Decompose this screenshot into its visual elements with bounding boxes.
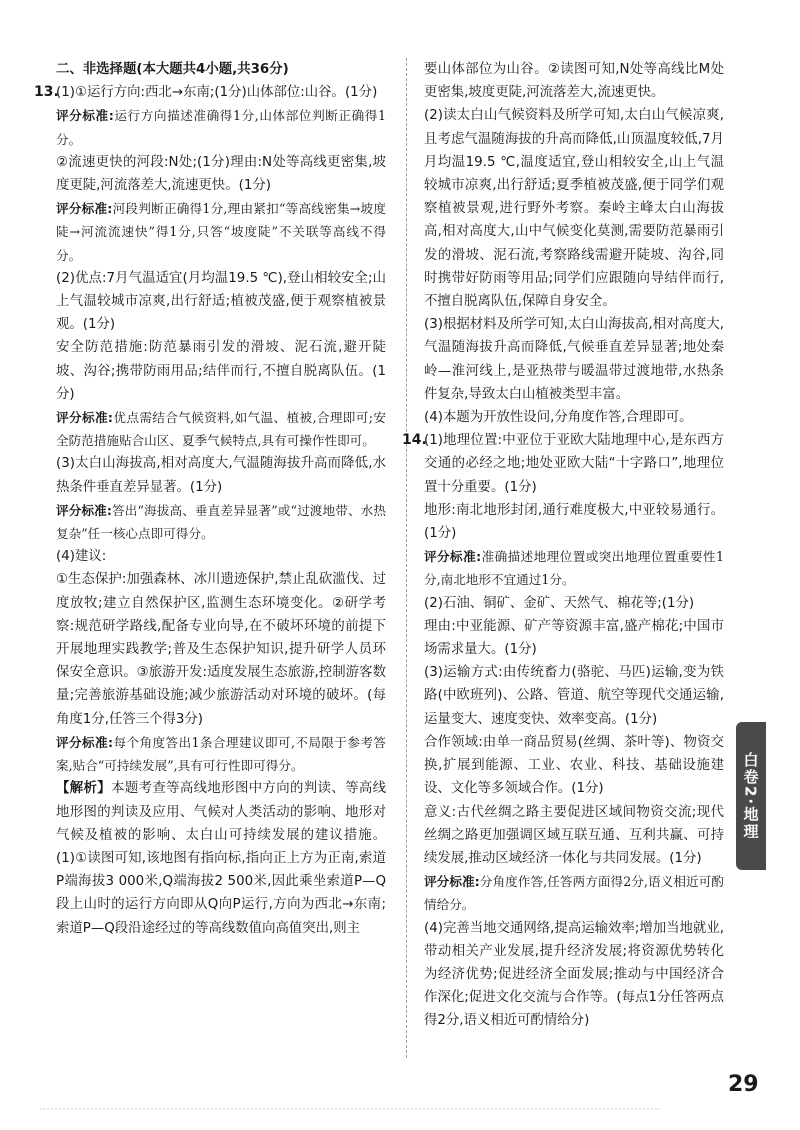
scoring-standard-text: 优点需结合气候资料,如气温、植被,合理即可;安全防范措施贴合山区、夏季气候特点,具有可操作性即可。: [56, 410, 386, 449]
footer-dotted-rule: [40, 1104, 660, 1110]
answer-paragraph: (1)地理位置:中亚位于亚欧大陆地理中心,是东西方交通的必经之地;地处亚欧大陆“十字路口”,地理位置十分重要。(1分): [424, 433, 724, 495]
scoring-standard-text: 答出“海拔高、垂直差异显著”或“过渡地带、水热复杂”任一核心点即可得分。: [56, 502, 386, 542]
question-13-answer-right: [424, 58, 724, 429]
section-title: 二、非选择题(本大题共4小题,共36分): [56, 62, 289, 77]
answer-paragraph: (2)优点:7月气温适宜(月均温19.5 ℃),登山相较安全;山上气温较城市凉爽,出行舒适;植被茂盛,便于观察植被景观。(1分): [56, 270, 386, 333]
answer-paragraph: (4)建议:: [56, 549, 107, 565]
answer-paragraph: ①生态保护:加强森林、冰川遗迹保护,禁止乱砍滥伐、过度放牧;建立自然保护区,监测生态环境变化。②研学考察:规范研学路线,配备专业向导,在不破坏环境的前提下开展地理实践教学;普及生态保护知识,提升研学人员环保安全意识。③旅游开发:适度发展生态旅游,控制游客数量;完善旅游基础设施;减少旅游活动对环境的破坏。(每角度1分,任答三个得3分): [56, 572, 386, 727]
scoring-standard: [56, 731, 386, 777]
column-divider: [406, 58, 408, 1058]
answer-paragraph: (3)运输方式:由传统畜力(骆驼、马匹)运输,变为铁路(中欧班列)、公路、管道、航空等现代交通运输,运量变大、速度变快、效率变高。(1分): [424, 665, 724, 727]
scoring-standard: [56, 104, 386, 150]
question-number: 13.: [34, 84, 59, 101]
scoring-standard-text: 运行方向描述准确得1分,山体部位判断正确得1分。: [56, 108, 386, 147]
scoring-standard-text: 河段判断正确得1分,理由紧扣“等高线密集→坡度陡→河流流速快”得1分,只答“坡度陡”不关联等高线不得分。: [56, 201, 386, 263]
scoring-standard: [424, 545, 724, 591]
answer-paragraph: 合作领域:由单一商品贸易(丝绸、茶叶等)、物资交换,扩展到能源、工业、农业、科技、基础设施建设、文化等多领域合作。(1分): [424, 734, 724, 797]
analysis-label: 【解析】: [56, 781, 112, 797]
answer-paragraph: (4)本题为开放性设问,分角度作答,合理即可。: [424, 410, 693, 426]
scoring-standard-label: 评分标准:: [56, 410, 113, 426]
question-13: [34, 81, 386, 940]
answer-paragraph: (3)根据材料及所学可知,太白山海拔高,相对高度大,气温随海拔升高而降低,气候垂直差异显著;地处秦岭—淮河线上,是亚热带与暖温带过渡地带,水热条件复杂,导致太白山植被类型丰富。: [424, 317, 724, 402]
answer-paragraph: ②流速更快的河段:N处;(1分)理由:N处等高线更密集,坡度更陡,河流落差大,流速更快。(1分): [56, 154, 386, 194]
answer-paragraph: (2)读太白山气候资料及所学可知,太白山气候凉爽,且考虑气温随海拔的升高而降低,山顶温度较低,7月月均温19.5 ℃,温度适宜,登山相较安全,山上气温较城市凉爽,出行舒适;夏季植被茂盛,便于同学们观察植被景观,进行野外考察。秦岭主峰太白山海拔高,相对高度大,山中气候变化莫测,需要防范暴雨引发的滑坡、泥石流,考察路线需避开陡坡、沟谷,同时携带好防雨等用品;同学们应跟随向导结伴而行,不擅自脱离队伍,保障自身安全。: [424, 108, 724, 310]
answer-paragraph: (4)完善当地交通网络,提高运输效率;增加当地就业,带动相关产业发展,提升经济发展;将资源优势转化为经济优势;促进经济全面发展;推动与中国经济合作深化;促进文化交流与合作等。(每点1分任答两点得2分,语义相近可酌情给分): [424, 920, 724, 1029]
analysis-text: 本题考查等高线地形图中方向的判读、等高线地形图的判读及应用、气候对人类活动的影响、地形对气候及植被的影响、太白山可持续发展的建议措施。(1)①读图可知,该地图有指向标,指向正上方为正南,索道P端海拔3 000米,Q端海拔2 500米,因此乘坐索道P—Q段上山时的运行方向即从Q向P运行,方向为西北→东南;索道P—Q段沿途经过的等高线数值向高值突出,则主: [56, 781, 386, 936]
scoring-standard-text: 分角度作答,任答两方面得2分,语义相近可酌情给分。: [424, 874, 724, 913]
answer-paragraph: 意义:古代丝绸之路主要促进区域间物资交流;现代丝绸之路更加强调区域互联互通、互利共赢、可持续发展,推动区域经济一体化与共同发展。(1分): [424, 804, 724, 866]
left-column: [34, 58, 386, 940]
answer-paragraph: 理由:中亚能源、矿产等资源丰富,盛产棉花;中国市场需求量大。(1分): [424, 618, 724, 658]
answer-paragraph: 要山体部位为山谷。②读图可知,N处等高线比M处更密集,坡度更陡,河流落差大,流速更快。: [424, 62, 724, 101]
answer-paragraph: (2)石油、铜矿、金矿、天然气、棉花等;(1分): [424, 595, 695, 611]
page-number: 29: [728, 1072, 759, 1097]
question-14: [402, 429, 724, 1032]
subject-side-tab: 白卷2·地理: [736, 722, 766, 870]
scoring-standard-label: 评分标准:: [424, 549, 482, 565]
answer-paragraph: 地形:南北地形封闭,通行难度极大,中亚较易通行。(1分): [424, 502, 724, 542]
scoring-standard: [424, 870, 724, 916]
question-14-answer: [424, 429, 724, 1032]
scoring-standard: [56, 499, 386, 545]
scoring-standard: [56, 406, 386, 452]
scoring-standard-label: 评分标准:: [56, 201, 113, 217]
scoring-standard-text: 每个角度答出1条合理建议即可,不局限于参考答案,贴合“可持续发展”,具有可行性即可得分。: [56, 734, 386, 774]
right-column: [402, 58, 724, 1033]
scoring-standard-label: 评分标准:: [56, 108, 114, 124]
scoring-standard-label: 评分标准:: [56, 734, 114, 750]
scoring-standard-text: 准确描述地理位置或突出地理位置重要性1分,南北地形不宜通过1分。: [424, 549, 724, 588]
analysis-paragraph: [56, 777, 386, 939]
question-13-answer-left: [56, 81, 386, 940]
scoring-standard: [56, 197, 386, 267]
scoring-standard-label: 评分标准:: [56, 502, 112, 518]
scoring-standard-label: 评分标准:: [424, 874, 480, 890]
answer-paragraph: (1)①运行方向:西北→东南;(1分)山体部位:山谷。(1分): [56, 85, 378, 101]
answer-paragraph: (3)太白山海拔高,相对高度大,气温随海拔升高而降低,水热条件垂直差异显著。(1分): [56, 456, 386, 495]
question-number: 14.: [402, 432, 427, 449]
answer-paragraph: 安全防范措施:防范暴雨引发的滑坡、泥石流,避开陡坡、沟谷;携带防雨用品;结伴而行,不擅自脱离队伍。(1分): [56, 340, 386, 402]
